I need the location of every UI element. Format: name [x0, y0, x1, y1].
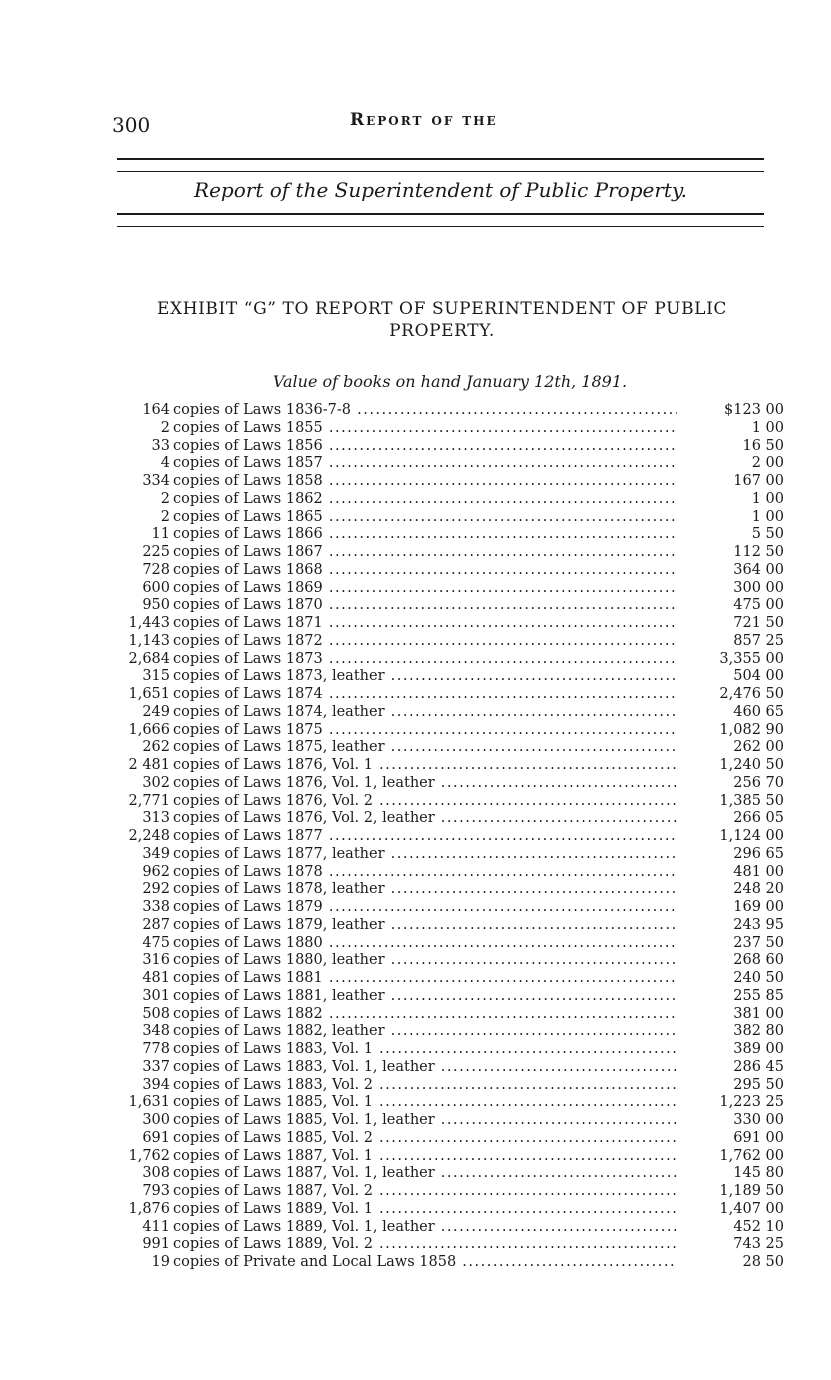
item-amount: 1,124 00	[719, 828, 784, 844]
item-amount: 504 00	[733, 668, 784, 685]
item-amount: 382 80	[733, 1023, 784, 1040]
item-description: copies of Laws 1836-7-8 .....	[173, 402, 677, 420]
list-item	[108, 704, 798, 722]
item-quantity: 225	[142, 544, 170, 560]
list-item	[108, 1059, 798, 1077]
item-amount: 452 10	[733, 1218, 784, 1235]
list-item	[108, 1148, 798, 1166]
item-quantity: 315	[142, 668, 170, 685]
item-quantity: 164	[142, 402, 170, 418]
item-quantity: 349	[142, 845, 170, 862]
item-amount: 1 00	[751, 419, 784, 436]
item-description: copies of Laws 1872 .....	[173, 633, 677, 651]
item-amount: 481 00	[733, 863, 784, 880]
item-quantity: 2	[160, 419, 170, 436]
item-quantity: 1,631	[128, 1094, 170, 1111]
list-item	[108, 580, 798, 598]
item-quantity: 778	[142, 1041, 170, 1057]
item-description: copies of Laws 1876, Vol. 2, leather .....	[173, 810, 677, 828]
item-amount: 389 00	[733, 1041, 784, 1057]
list-item	[108, 1201, 798, 1219]
list-item	[108, 455, 798, 473]
list-item	[108, 846, 798, 864]
item-description: copies of Laws 1870 .....	[173, 597, 677, 615]
item-description: copies of Laws 1887, Vol. 2 .....	[173, 1183, 677, 1201]
item-description: copies of Laws 1865 .....	[173, 509, 677, 527]
item-quantity: 313	[142, 810, 170, 827]
list-item	[108, 438, 798, 456]
item-amount: 256 70	[733, 774, 784, 791]
item-quantity: 793	[142, 1183, 170, 1199]
item-quantity: 2	[160, 490, 170, 507]
item-amount: $123 00	[724, 402, 784, 418]
item-quantity: 411	[142, 1218, 170, 1235]
exhibit-subtitle: Value of books on hand January 12th, 1891.	[272, 372, 628, 391]
top-rule	[117, 158, 764, 160]
item-quantity: 249	[142, 703, 170, 720]
item-description: copies of Laws 1880, leather .....	[173, 952, 677, 970]
item-amount: 2 00	[751, 455, 784, 472]
list-item	[108, 1006, 798, 1024]
list-item	[108, 633, 798, 651]
list-item	[108, 917, 798, 935]
item-description: copies of Laws 1876, Vol. 1, leather .....	[173, 775, 677, 793]
item-amount: 262 00	[733, 739, 784, 756]
item-description: copies of Laws 1856 .....	[173, 438, 677, 456]
item-quantity: 337	[142, 1058, 170, 1075]
item-amount: 460 65	[733, 703, 784, 720]
item-amount: 237 50	[733, 934, 784, 951]
list-item	[108, 828, 798, 846]
item-description: copies of Laws 1889, Vol. 1, leather .....	[173, 1219, 677, 1237]
list-item	[108, 1094, 798, 1112]
item-amount: 5 50	[751, 526, 784, 543]
item-quantity: 991	[142, 1236, 170, 1253]
item-quantity: 338	[142, 899, 170, 915]
item-amount: 721 50	[733, 615, 784, 631]
item-amount: 1,385 50	[719, 792, 784, 809]
item-amount: 266 05	[733, 810, 784, 827]
item-amount: 1,240 50	[719, 757, 784, 773]
item-description: copies of Laws 1875 .....	[173, 722, 677, 740]
item-description: copies of Laws 1885, Vol. 1 .....	[173, 1094, 677, 1112]
item-description: copies of Laws 1876, Vol. 1 .....	[173, 757, 677, 775]
item-amount: 300 00	[733, 579, 784, 596]
item-amount: 167 00	[733, 473, 784, 489]
list-item	[108, 473, 798, 491]
item-description: copies of Laws 1879, leather .....	[173, 917, 677, 935]
item-description: copies of Laws 1885, Vol. 1, leather .....	[173, 1112, 677, 1130]
item-description: copies of Laws 1882 .....	[173, 1006, 677, 1024]
item-description: copies of Laws 1885, Vol. 2 .....	[173, 1130, 677, 1148]
item-description: copies of Laws 1858 .....	[173, 473, 677, 491]
list-item	[108, 509, 798, 527]
list-item	[108, 1254, 798, 1272]
list-item	[108, 757, 798, 775]
item-amount: 255 85	[733, 987, 784, 1004]
list-item	[108, 722, 798, 740]
list-item	[108, 615, 798, 633]
item-quantity: 1,876	[128, 1200, 170, 1217]
item-amount: 1,082 90	[719, 721, 784, 738]
item-quantity: 300	[142, 1112, 170, 1128]
item-amount: 243 95	[733, 916, 784, 933]
item-quantity: 728	[142, 561, 170, 578]
item-amount: 286 45	[733, 1058, 784, 1075]
item-quantity: 292	[142, 881, 170, 898]
item-amount: 1,189 50	[719, 1183, 784, 1199]
item-description: copies of Laws 1883, Vol. 1, leather .....	[173, 1059, 677, 1077]
list-item	[108, 668, 798, 686]
list-item	[108, 562, 798, 580]
item-quantity: 301	[142, 987, 170, 1004]
list-item	[108, 651, 798, 669]
item-amount: 364 00	[733, 561, 784, 578]
item-description: copies of Laws 1880 .....	[173, 935, 677, 953]
item-quantity: 1,666	[128, 721, 170, 738]
item-quantity: 1,762	[128, 1147, 170, 1164]
top-rule-thin	[117, 171, 764, 172]
item-amount: 691 00	[733, 1129, 784, 1146]
item-quantity: 394	[142, 1076, 170, 1093]
list-item	[108, 952, 798, 970]
item-quantity: 2,684	[128, 650, 170, 667]
section-title: Report of the Superintendent of Public Property.	[194, 178, 687, 202]
item-amount: 2,476 50	[719, 686, 784, 702]
item-quantity: 262	[142, 739, 170, 756]
item-amount: 169 00	[733, 899, 784, 915]
exhibit-title	[116, 298, 768, 342]
item-amount: 295 50	[733, 1076, 784, 1093]
item-quantity: 962	[142, 863, 170, 880]
list-item	[108, 1165, 798, 1183]
list-item	[108, 988, 798, 1006]
list-item	[108, 402, 798, 420]
item-description: copies of Laws 1877, leather .....	[173, 846, 677, 864]
inventory-list	[108, 402, 798, 1272]
list-item	[108, 793, 798, 811]
page-number: 300	[112, 113, 151, 137]
item-description: copies of Laws 1878 .....	[173, 864, 677, 882]
item-description: copies of Laws 1868 .....	[173, 562, 677, 580]
item-quantity: 11	[151, 526, 170, 543]
item-amount: 16 50	[742, 437, 784, 454]
list-item	[108, 1077, 798, 1095]
item-quantity: 19	[151, 1254, 170, 1270]
item-quantity: 302	[142, 774, 170, 791]
exhibit-title-line-2: PROPERTY.	[389, 321, 495, 341]
item-description: copies of Laws 1889, Vol. 2 .....	[173, 1236, 677, 1254]
list-item	[108, 544, 798, 562]
item-description: copies of Laws 1887, Vol. 1 .....	[173, 1148, 677, 1166]
list-item	[108, 1023, 798, 1041]
item-description: copies of Laws 1862 .....	[173, 491, 677, 509]
item-description: copies of Private and Local Laws 1858 .....	[173, 1254, 677, 1272]
item-amount: 743 25	[733, 1236, 784, 1253]
list-item	[108, 864, 798, 882]
item-description: copies of Laws 1866 .....	[173, 526, 677, 544]
item-quantity: 2,771	[128, 792, 170, 809]
item-quantity: 1,651	[128, 686, 170, 702]
item-description: copies of Laws 1878, leather .....	[173, 881, 677, 899]
list-item	[108, 970, 798, 988]
item-quantity: 348	[142, 1023, 170, 1040]
item-amount: 1,762 00	[719, 1147, 784, 1164]
item-quantity: 481	[142, 970, 170, 986]
item-quantity: 508	[142, 1005, 170, 1022]
item-quantity: 1,143	[128, 632, 170, 649]
item-quantity: 2,248	[128, 828, 170, 844]
item-amount: 145 80	[733, 1165, 784, 1182]
item-quantity: 287	[142, 916, 170, 933]
item-description: copies of Laws 1882, leather .....	[173, 1023, 677, 1041]
item-description: copies of Laws 1857 .....	[173, 455, 677, 473]
bottom-rule	[117, 213, 764, 215]
item-quantity: 950	[142, 597, 170, 614]
item-amount: 28 50	[742, 1254, 784, 1270]
item-description: copies of Laws 1881 .....	[173, 970, 677, 988]
exhibit-title-line-1: EXHIBIT “G” TO REPORT OF SUPERINTENDENT OF PUBLIC	[156, 299, 727, 319]
item-amount: 1,407 00	[719, 1200, 784, 1217]
list-item	[108, 686, 798, 704]
list-item	[108, 1236, 798, 1254]
item-quantity: 308	[142, 1165, 170, 1182]
item-description: copies of Laws 1881, leather .....	[173, 988, 677, 1006]
list-item	[108, 420, 798, 438]
item-amount: 268 60	[733, 952, 784, 969]
item-amount: 330 00	[733, 1112, 784, 1128]
item-amount: 296 65	[733, 845, 784, 862]
list-item	[108, 899, 798, 917]
list-item	[108, 810, 798, 828]
item-amount: 112 50	[733, 544, 784, 560]
item-description: copies of Laws 1873, leather .....	[173, 668, 677, 686]
item-description: copies of Laws 1879 .....	[173, 899, 677, 917]
item-quantity: 33	[151, 437, 170, 454]
item-description: copies of Laws 1873 .....	[173, 651, 677, 669]
item-amount: 1,223 25	[719, 1094, 784, 1111]
item-description: copies of Laws 1889, Vol. 1 .....	[173, 1201, 677, 1219]
list-item	[108, 739, 798, 757]
item-quantity: 4	[160, 455, 170, 472]
item-description: copies of Laws 1887, Vol. 1, leather .....	[173, 1165, 677, 1183]
item-description: copies of Laws 1855 .....	[173, 420, 677, 438]
item-description: copies of Laws 1883, Vol. 2 .....	[173, 1077, 677, 1095]
item-quantity: 1,443	[128, 615, 170, 631]
list-item	[108, 526, 798, 544]
list-item	[108, 597, 798, 615]
item-quantity: 316	[142, 952, 170, 969]
item-quantity: 2 481	[128, 757, 170, 773]
item-description: copies of Laws 1874 .....	[173, 686, 677, 704]
item-amount: 381 00	[733, 1005, 784, 1022]
item-amount: 1 00	[751, 490, 784, 507]
list-item	[108, 775, 798, 793]
item-description: copies of Laws 1867 .....	[173, 544, 677, 562]
item-amount: 475 00	[733, 597, 784, 614]
item-quantity: 334	[142, 473, 170, 489]
running-head: Report of the	[350, 110, 498, 130]
item-amount: 240 50	[733, 970, 784, 986]
item-description: copies of Laws 1877 .....	[173, 828, 677, 846]
item-description: copies of Laws 1883, Vol. 1 .....	[173, 1041, 677, 1059]
item-quantity: 691	[142, 1129, 170, 1146]
list-item	[108, 881, 798, 899]
bottom-rule-thin	[117, 226, 764, 227]
list-item	[108, 1112, 798, 1130]
item-quantity: 2	[160, 508, 170, 525]
item-description: copies of Laws 1869 .....	[173, 580, 677, 598]
item-description: copies of Laws 1876, Vol. 2 .....	[173, 793, 677, 811]
item-quantity: 475	[142, 934, 170, 951]
list-item	[108, 1219, 798, 1237]
item-description: copies of Laws 1875, leather .....	[173, 739, 677, 757]
list-item	[108, 1183, 798, 1201]
list-item	[108, 491, 798, 509]
item-amount: 248 20	[733, 881, 784, 898]
list-item	[108, 935, 798, 953]
item-amount: 857 25	[733, 632, 784, 649]
item-amount: 3,355 00	[719, 650, 784, 667]
list-item	[108, 1041, 798, 1059]
item-description: copies of Laws 1871 .....	[173, 615, 677, 633]
item-quantity: 600	[142, 579, 170, 596]
list-item	[108, 1130, 798, 1148]
item-amount: 1 00	[751, 508, 784, 525]
item-description: copies of Laws 1874, leather .....	[173, 704, 677, 722]
